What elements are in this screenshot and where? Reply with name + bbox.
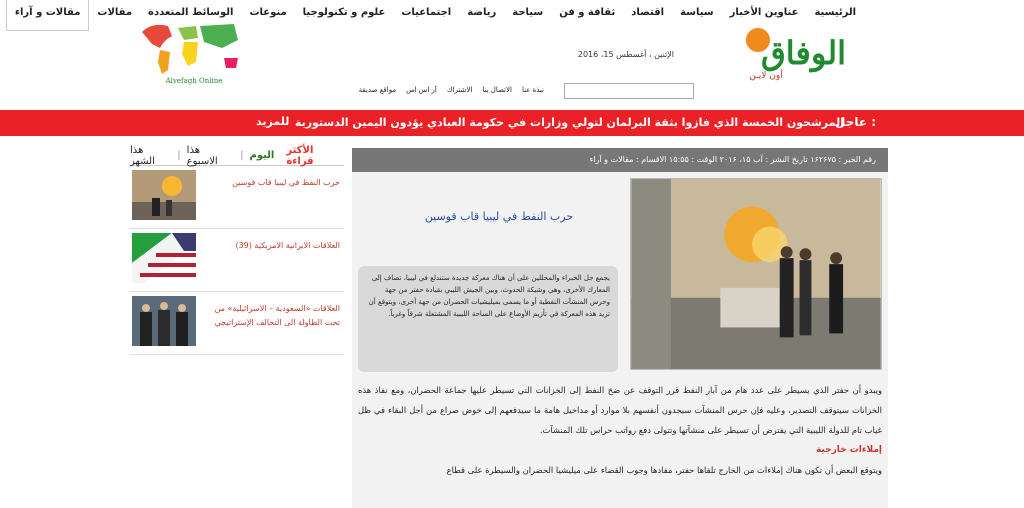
current-date: الإثنين ، أغسطس 15، 2016 xyxy=(577,50,674,59)
article-panel xyxy=(352,148,888,508)
breaking-news-bar xyxy=(0,110,1024,136)
item-title[interactable]: حرب النفط في ليبيا قاب قوسين xyxy=(232,178,340,187)
tab-week[interactable]: هذا الاسبوع xyxy=(186,144,218,167)
most-read-tabs: الأكثر قراءة اليوم | هذا الاسبوع | هذا الشهر xyxy=(130,146,344,166)
nav-headlines[interactable]: عناوين الأخبار xyxy=(729,7,799,18)
item-title[interactable]: العلاقات «السعودية – الاسرائيلية» من تحت الطاولة الى التحالف الإستراتيجي xyxy=(214,304,340,327)
article-meta: رقم الخبر : ١۶٢۶٧۵ تاريخ النشر : آب ١۵، ٢٠١۶ الوقت : ١۵:۵۵ الاقسام : مقالات و آراء xyxy=(352,148,888,172)
nav-articles[interactable]: مقالات xyxy=(97,7,133,18)
nav-sports[interactable]: رياضة xyxy=(467,7,497,18)
list-item[interactable] xyxy=(130,292,344,355)
nav-social[interactable]: اجتماعيات xyxy=(401,7,452,18)
article-paragraph-2: ويتوقع البعض أن تكون هناك إملاءات من الخارج تلقاها حفتر، مفادها وجوب القضاء على ميليشيا الحضران والسيطرة على قطاع xyxy=(446,465,882,475)
article-summary: يجمع جل الخبراء والمحللين على أن هناك معركة جديدة ستندلع في ليبيا، تضاف إلى المعارك الأخرى، وهي وشيكة الحدوث، وبين الجيش الليبي بقيادة حفتر من جهة وحرس المنشآت النفطية أو ما يسمى بميليشيات الحضران من جهة أخرى، ويتوقع أن تزيد هذه المعركة في تأزيم الأوضاع على الساحة الليبية المشتعلة شرقاً وغرباً. xyxy=(358,266,618,372)
link-subscribe[interactable]: الاشتراك xyxy=(446,86,473,94)
tab-today[interactable]: اليوم xyxy=(249,150,275,161)
nav-misc[interactable]: منوعات xyxy=(249,7,287,18)
secondary-links xyxy=(359,86,544,94)
logo-text: الوفاق xyxy=(760,34,846,72)
link-friends[interactable]: مواقع صديقة xyxy=(358,86,397,94)
logo-subtext: أون لايـن xyxy=(749,71,783,81)
most-read-title: الأكثر قراءة xyxy=(286,144,314,167)
list-item[interactable] xyxy=(130,229,344,292)
site-logo[interactable] xyxy=(728,16,878,86)
article-subheading: إملاءات خارجية xyxy=(815,445,882,455)
search-input[interactable] xyxy=(564,83,694,99)
thumbnail-flags xyxy=(132,233,196,283)
article-paragraph: ويبدو أن حفتر الذي يسيطر على عدد هام من آبار النفط قرر التوقف عن ضخ النفط إلى الخزانات التي تسيطر عليها جماعة الحضران، ومع نفاذ هذه الخزانات سيتوقف التصدير، وعليه فإن حرس المنشآت سيجدون أنفسهم بلا موارد أو مداخيل هامة ما سيدفعهم إلى خوض صراع من أجل البقاء في ظل غياب تام للدولة الليبية التي يفترض أن تسيطر على منشآتها وتتولى دفع رواتب حراس تلك المنشآت. xyxy=(358,385,882,435)
nav-home[interactable]: الرئيسية xyxy=(814,7,856,18)
link-rss[interactable]: آر اس اس xyxy=(406,86,437,94)
world-map-logo[interactable] xyxy=(138,18,250,86)
thumbnail-meeting xyxy=(132,296,196,346)
nav-opinions[interactable]: مقالات و آراء xyxy=(6,0,90,31)
link-about[interactable]: نبذة عنا xyxy=(521,86,544,94)
thumbnail-oil-war xyxy=(132,170,196,220)
nav-economy[interactable]: اقتصاد xyxy=(631,7,665,18)
article-hero-image xyxy=(630,178,882,370)
nav-culture[interactable]: ثقافة و فن xyxy=(559,7,616,18)
most-read-sidebar xyxy=(130,146,344,355)
item-title[interactable]: العلاقات الايرانية الامريكية (39) xyxy=(235,241,340,250)
nav-politics[interactable]: سياسة xyxy=(680,7,714,18)
breaking-headline[interactable]: المرشحون الخمسة الذي فازوا بثقة البرلمان لتولي وزارات في حكومة العبادي يؤدون اليمين الدستورية xyxy=(294,116,844,129)
link-contact[interactable]: الاتصال بنا xyxy=(482,86,512,94)
nav-tourism[interactable]: سياحة xyxy=(512,7,544,18)
article-title: حرب النفط في ليبيا قاب قوسين xyxy=(424,210,574,223)
breaking-label: عاجل : xyxy=(834,115,876,129)
list-item[interactable] xyxy=(130,166,344,229)
tab-month[interactable]: هذا الشهر xyxy=(129,144,155,167)
map-caption: Alvefagh Online xyxy=(165,77,223,85)
nav-science[interactable]: علوم و تكنولوجيا xyxy=(302,7,386,18)
article-body xyxy=(358,380,882,480)
more-link[interactable]: للمزيد xyxy=(256,115,290,128)
nav-multimedia[interactable]: الوسائط المتعددة xyxy=(148,7,234,18)
